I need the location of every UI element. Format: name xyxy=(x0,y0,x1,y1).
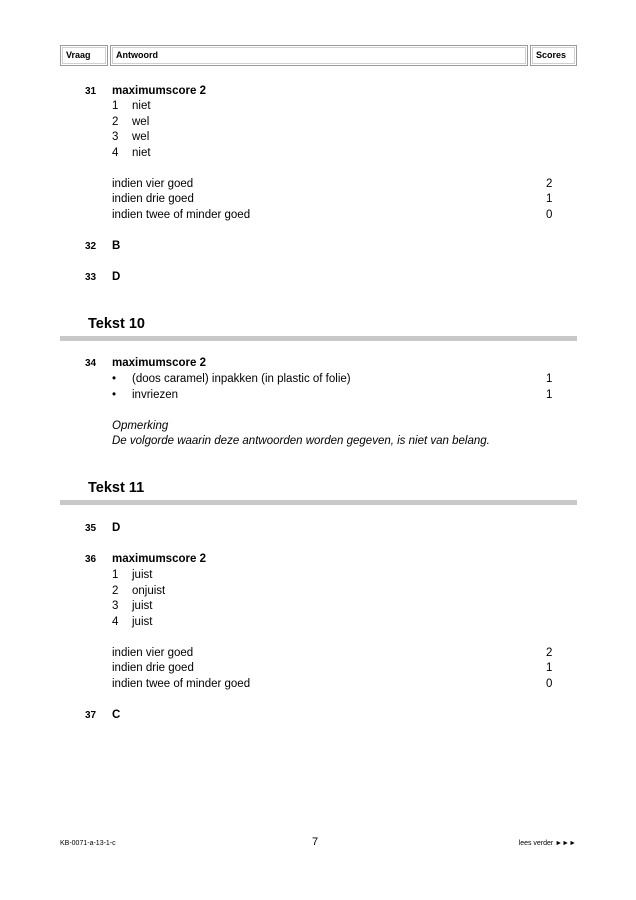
scoring-value: 1 xyxy=(546,662,553,674)
scoring-label: indien vier goed xyxy=(112,178,194,190)
scoring-value: 1 xyxy=(546,389,553,401)
item-text: niet xyxy=(132,147,151,159)
header-scores: Scores xyxy=(530,45,577,66)
item-number: 2 xyxy=(112,585,119,597)
section-title: Tekst 11 xyxy=(88,480,145,496)
item-text: juist xyxy=(132,616,153,628)
item-number: 1 xyxy=(112,100,119,112)
remark-title: Opmerking xyxy=(112,420,169,432)
scoring-label: indien vier goed xyxy=(112,647,194,659)
footer-next: lees verder ►►► xyxy=(518,840,576,847)
item-number: 1 xyxy=(112,569,119,581)
item-text: niet xyxy=(132,100,151,112)
scoring-value: 0 xyxy=(546,678,553,690)
question-number: 36 xyxy=(85,554,97,565)
header-antwoord: Antwoord xyxy=(110,45,528,66)
scoring-value: 2 xyxy=(546,178,553,190)
scoring-label: indien drie goed xyxy=(112,193,194,205)
section-rule xyxy=(60,336,577,341)
question-number: 34 xyxy=(85,358,97,369)
scoring-value: 1 xyxy=(546,373,553,385)
scoring-value: 1 xyxy=(546,193,553,205)
scoring-label: indien twee of minder goed xyxy=(112,678,251,690)
bullet-text: invriezen xyxy=(132,389,179,401)
bullet-text: (doos caramel) inpakken (in plastic of folie) xyxy=(132,373,351,385)
item-text: juist xyxy=(132,600,153,612)
scoring-value: 0 xyxy=(546,209,553,221)
question-title: maximumscore 2 xyxy=(112,357,206,369)
bullet-icon: • xyxy=(112,373,117,385)
question-number: 31 xyxy=(85,86,97,97)
scoring-label: indien drie goed xyxy=(112,662,194,674)
answer: C xyxy=(112,709,121,721)
section-title: Tekst 10 xyxy=(88,316,145,332)
header-vraag: Vraag xyxy=(60,45,108,66)
item-text: wel xyxy=(132,131,150,143)
question-number: 33 xyxy=(85,272,97,283)
item-number: 4 xyxy=(112,147,119,159)
item-text: wel xyxy=(132,116,150,128)
footer-code: KB-0071-a-13-1-c xyxy=(60,840,116,847)
item-number: 4 xyxy=(112,616,119,628)
item-number: 3 xyxy=(112,131,119,143)
scoring-label: indien twee of minder goed xyxy=(112,209,251,221)
answer: D xyxy=(112,271,121,283)
remark-text: De volgorde waarin deze antwoorden worden gegeven, is niet van belang. xyxy=(112,435,490,447)
item-number: 2 xyxy=(112,116,119,128)
item-text: juist xyxy=(132,569,153,581)
section-rule xyxy=(60,500,577,505)
answer: D xyxy=(112,522,121,534)
page-number: 7 xyxy=(312,836,319,848)
bullet-icon: • xyxy=(112,389,117,401)
question-number: 37 xyxy=(85,710,97,721)
item-text: onjuist xyxy=(132,585,166,597)
question-number: 35 xyxy=(85,523,97,534)
scoring-value: 2 xyxy=(546,647,553,659)
question-number: 32 xyxy=(85,241,97,252)
answer: B xyxy=(112,240,121,252)
question-title: maximumscore 2 xyxy=(112,553,206,565)
item-number: 3 xyxy=(112,600,119,612)
question-title: maximumscore 2 xyxy=(112,85,206,97)
